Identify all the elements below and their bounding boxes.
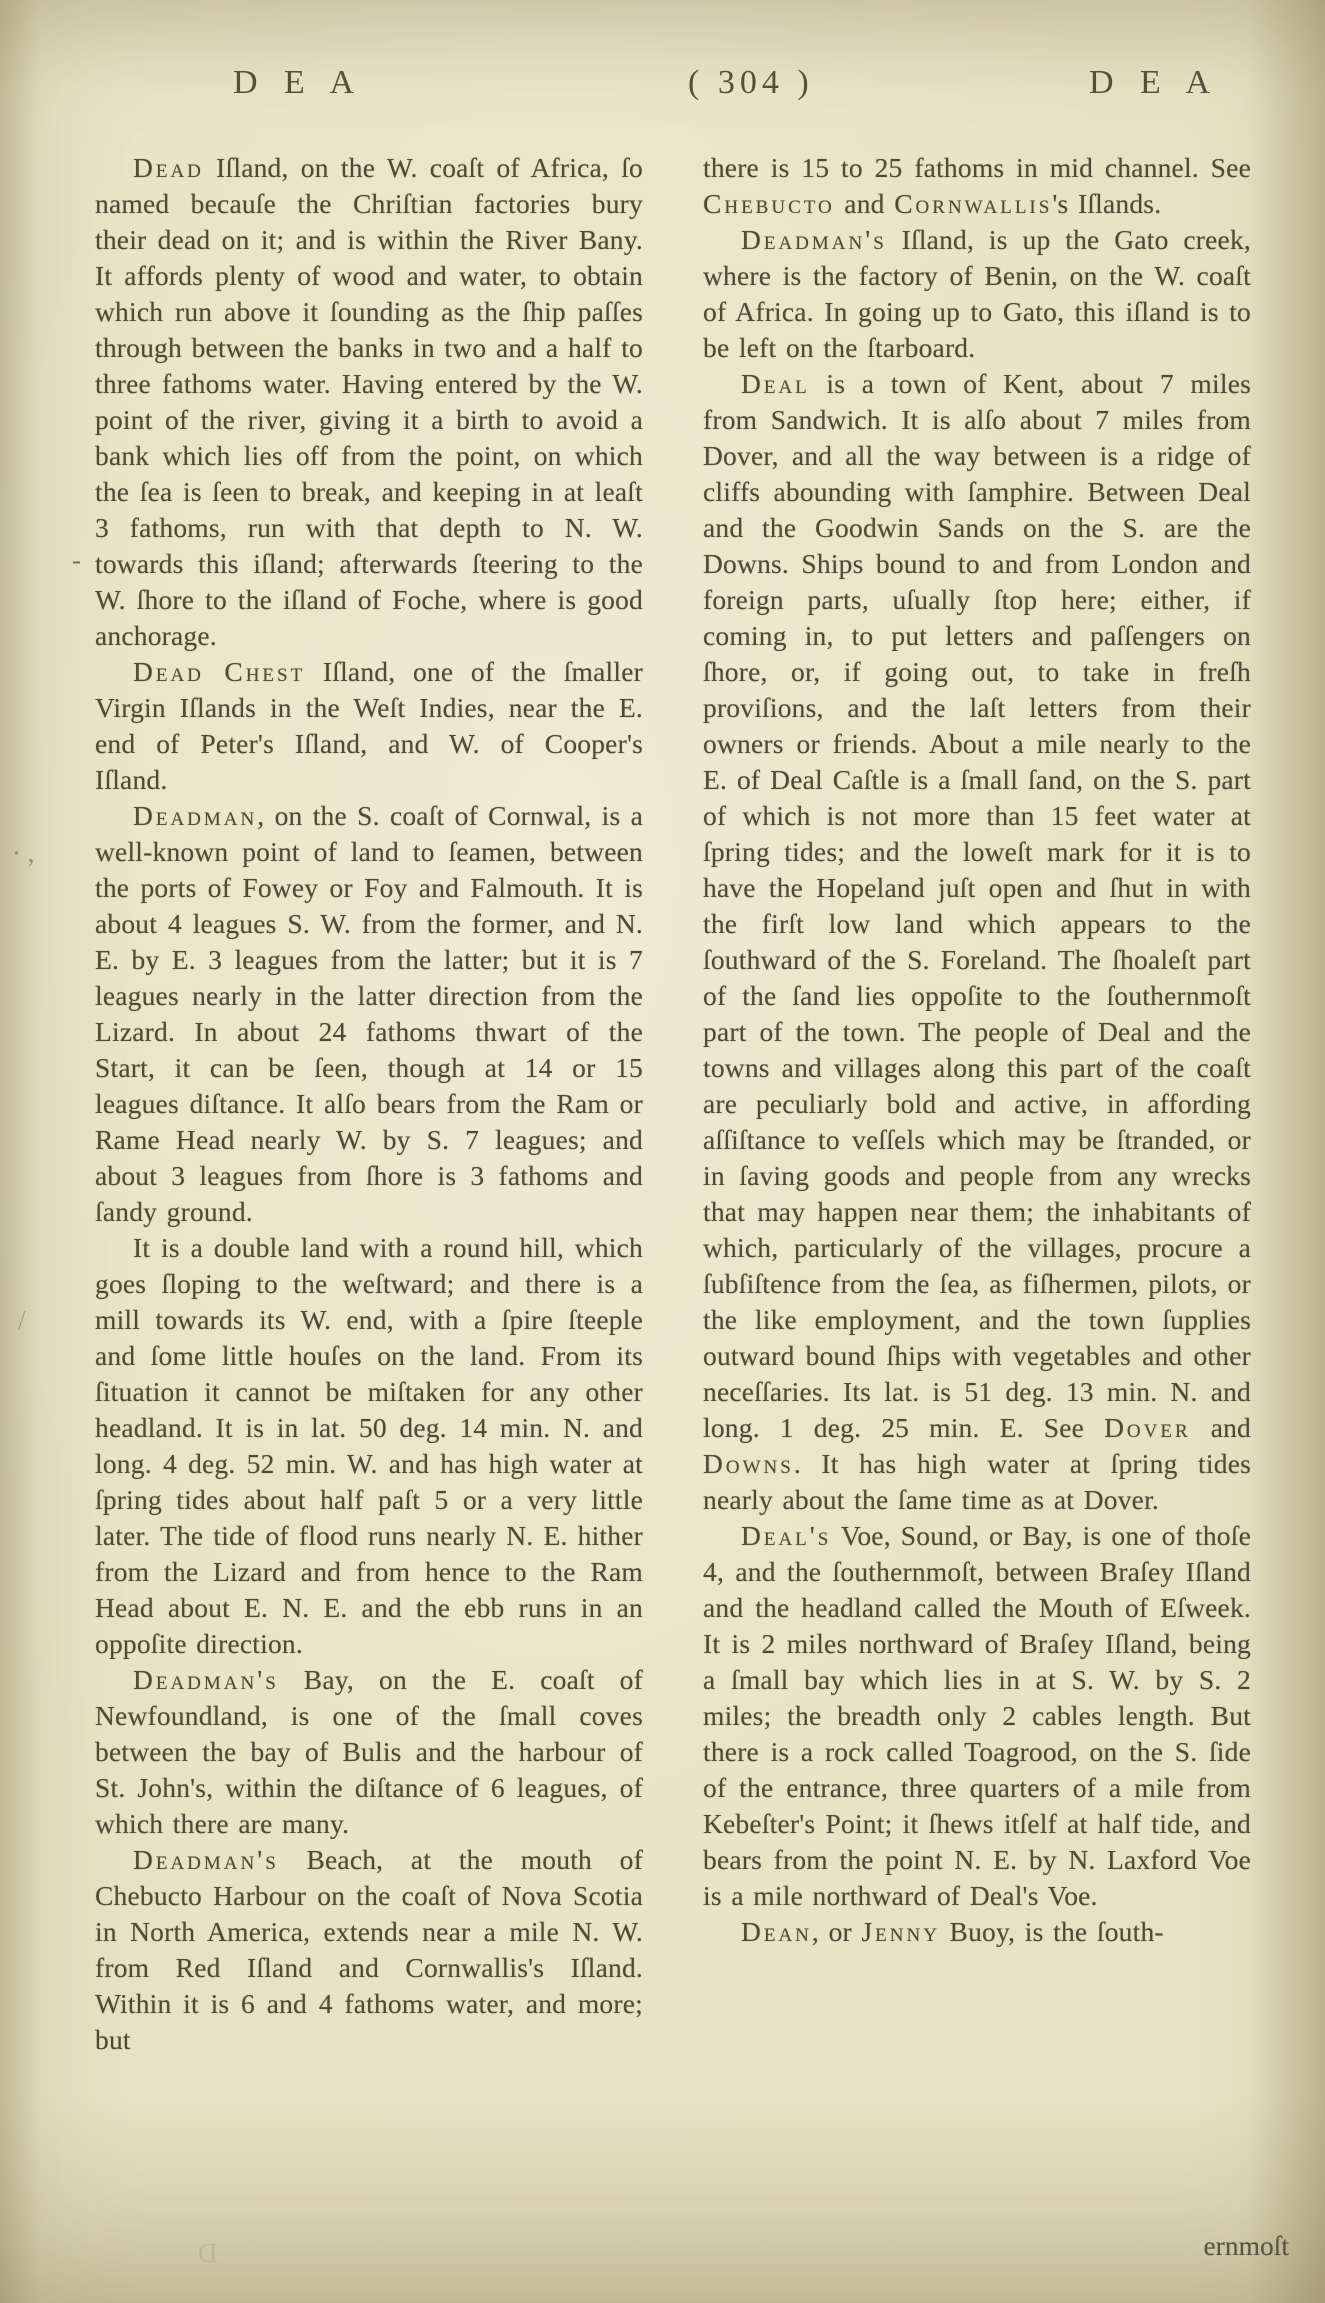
running-title-right: D E A: [1089, 64, 1219, 101]
entry-deadmans-island: Deadman's Iſland, is up the Gato creek, where is the factory of Benin, on the W. coaſt of Africa. In going up to Gato, this iſland is to be left on the ſtarboard.: [703, 224, 1251, 363]
left-column: [95, 150, 643, 2058]
page-number: ( 304 ): [688, 64, 814, 101]
entry-headword: Downs: [703, 1448, 794, 1479]
entry-headword: Dean: [741, 1916, 812, 1947]
entry-deal: Deal is a town of Kent, about 7 miles from Sandwich. It is alſo about 7 miles from Dover, and all the way between is a ridge of cliffs abounding with ſamphire. Between Deal and the Goodwin Sands on the S. are the Downs. Ships bound to and from London and foreign parts, uſually ſtop here; either, if coming in, to put letters and paſſengers on ſhore, or, if going out, to take in freſh proviſions, and the laſt letters from their owners or friends. About a mile nearly to the E. of Deal Caſtle is a ſmall ſand, on the S. part of which is not more than 15 feet water at ſpring tides; and the loweſt mark for it is to have the Hopeland juſt open and ſhut in with the firſt low land which appears to the ſouthward of the S. Foreland. The ſhoaleſt part of the ſand lies oppoſite to the ſouthernmoſt part of the town. The people of Deal and the towns and villages along this part of the coaſt are peculiarly bold and active, in affording aſſiſtance to veſſels which may be ſtranded, or in ſaving goods and people from any wrecks that may happen near them; the inhabitants of which, particularly of the villages, procure a ſubſiſtence from the ſea, as fiſhermen, pilots, or the like employment, and the town ſupplies outward bound ſhips with vegetables and other neceſſaries. Its lat. is 51 deg. 13 min. N. and long. 1 deg. 25 min. E. See Dover and Downs. It has high water at ſpring tides nearly about the ſame time as at Dover.: [703, 368, 1251, 1515]
entry-dean: Dean, or Jenny Buoy, is the ſouth-: [741, 1916, 1164, 1947]
text-columns: [95, 150, 1251, 2058]
entry-headword: Dead: [133, 152, 204, 183]
entry-deadmans-beach: Deadman's Beach, at the mouth of Chebucto Harbour on the coaſt of Nova Scotia in North America, extends near a mile N. W. from Red Iſland and Cornwallis's Iſland. Within it is 6 and 4 fathoms water, and more; but: [95, 1844, 643, 2055]
entry-headword: Deadman's: [133, 1844, 279, 1875]
entry-headword: Deal: [741, 368, 810, 399]
entry-headword: Cornwallis: [894, 188, 1053, 219]
entry-deadmans-beach-continued: there is 15 to 25 fathoms in mid channel. See Chebucto and Cornwallis's Iſlands.: [703, 152, 1251, 219]
entry-deals-voe: Deal's Voe, Sound, or Bay, is one of thoſe 4, and the ſouthernmoſt, between Braſey Iſland and the headland called the Mouth of Eſweek. It is 2 miles northward of Braſey Iſland, being a ſmall bay which lies in at S. W. by S. 2 miles; the breadth only 2 cables length. But there is a rock called Toagrood, on the S. ſide of the entrance, three quarters of a mile from Kebeſter's Point; it ſhews itſelf at half tide, and bears from the point N. E. by N. Laxford Voe is a mile northward of Deal's Voe.: [703, 1520, 1251, 1911]
entry-headword: Deadman's: [741, 224, 887, 255]
entry-deadmans-bay: Deadman's Bay, on the E. coaſt of Newfoundland, is one of the ſmall coves between the bay of Bulis and the harbour of St. John's, within the diſtance of 6 leagues, of which there are many.: [95, 1664, 643, 1839]
entry-dead-island: Dead Iſland, on the W. coaſt of Africa, ſo named becauſe the Chriſtian factories bury their dead on it; and is within the River Bany. It affords plenty of wood and water, to obtain which run above it ſounding as the ſhip paſſes through between the banks in two and a half to three fathoms water. Having entered by the W. point of the river, giving it a birth to avoid a bank which lies off from the point, on which the ſea is ſeen to break, and keeping in at leaſt 3 fathoms, run with that depth to N. W. towards this iſland; afterwards ſteering to the W. ſhore to the iſland of Foche, where is good anchorage.: [95, 152, 643, 651]
right-column: [703, 150, 1251, 2058]
running-title-left: D E A: [233, 64, 363, 101]
entry-headword: Jenny: [861, 1916, 940, 1947]
entry-headword: Deal's: [741, 1520, 832, 1551]
entry-deadman-continued: It is a double land with a round hill, which goes ſloping to the weſtward; and there is a mill towards its W. end, with a ſpire ſteeple and ſome little houſes on the land. From its ſituation it cannot be miſtaken for any other headland. It is in lat. 50 deg. 14 min. N. and long. 4 deg. 52 min. W. and has high water at ſpring tides about half paſt 5 or a very little later. The tide of flood runs nearly N. E. hither from the Lizard and from hence to the Ram Head about E. N. E. and the ebb runs in an oppoſite direction.: [95, 1232, 643, 1659]
entry-headword: Deadman: [133, 800, 258, 831]
entry-dead-chest-island: Dead Chest Iſland, one of the ſmaller Virgin Iſlands in the Weſt Indies, near the E. end of Peter's Iſland, and W. of Cooper's Iſland.: [95, 656, 643, 795]
entry-headword: Dead Chest: [133, 656, 306, 687]
entry-headword: Dover: [1104, 1412, 1191, 1443]
margin-slash-mark: /: [18, 1305, 26, 1335]
entry-deadman: Deadman, on the S. coaſt of Cornwal, is a well-known point of land to ſeamen, between the ports of Fowey or Foy and Falmouth. It is about 4 leagues S. W. from the former, and N. E. by E. 3 leagues from the latter; but it is 7 leagues nearly in the latter direction from the Lizard. In about 24 fathoms thwart of the Start, it can be ſeen, though at 14 or 15 leagues diſtance. It alſo bears from the Ram or Rame Head nearly W. by S. 7 leagues; and about 3 leagues from ſhore is 3 fathoms and ſandy ground.: [95, 800, 643, 1227]
margin-speck-mark: · ,: [12, 838, 35, 868]
entry-headword: Deadman's: [133, 1664, 279, 1695]
page-header: [0, 64, 1325, 114]
margin-dash-mark: -: [72, 545, 81, 575]
catchword: ernmoſt: [1203, 2230, 1289, 2261]
bleedthrough-letter: D: [198, 2238, 218, 2268]
entry-headword: Chebucto: [703, 188, 835, 219]
